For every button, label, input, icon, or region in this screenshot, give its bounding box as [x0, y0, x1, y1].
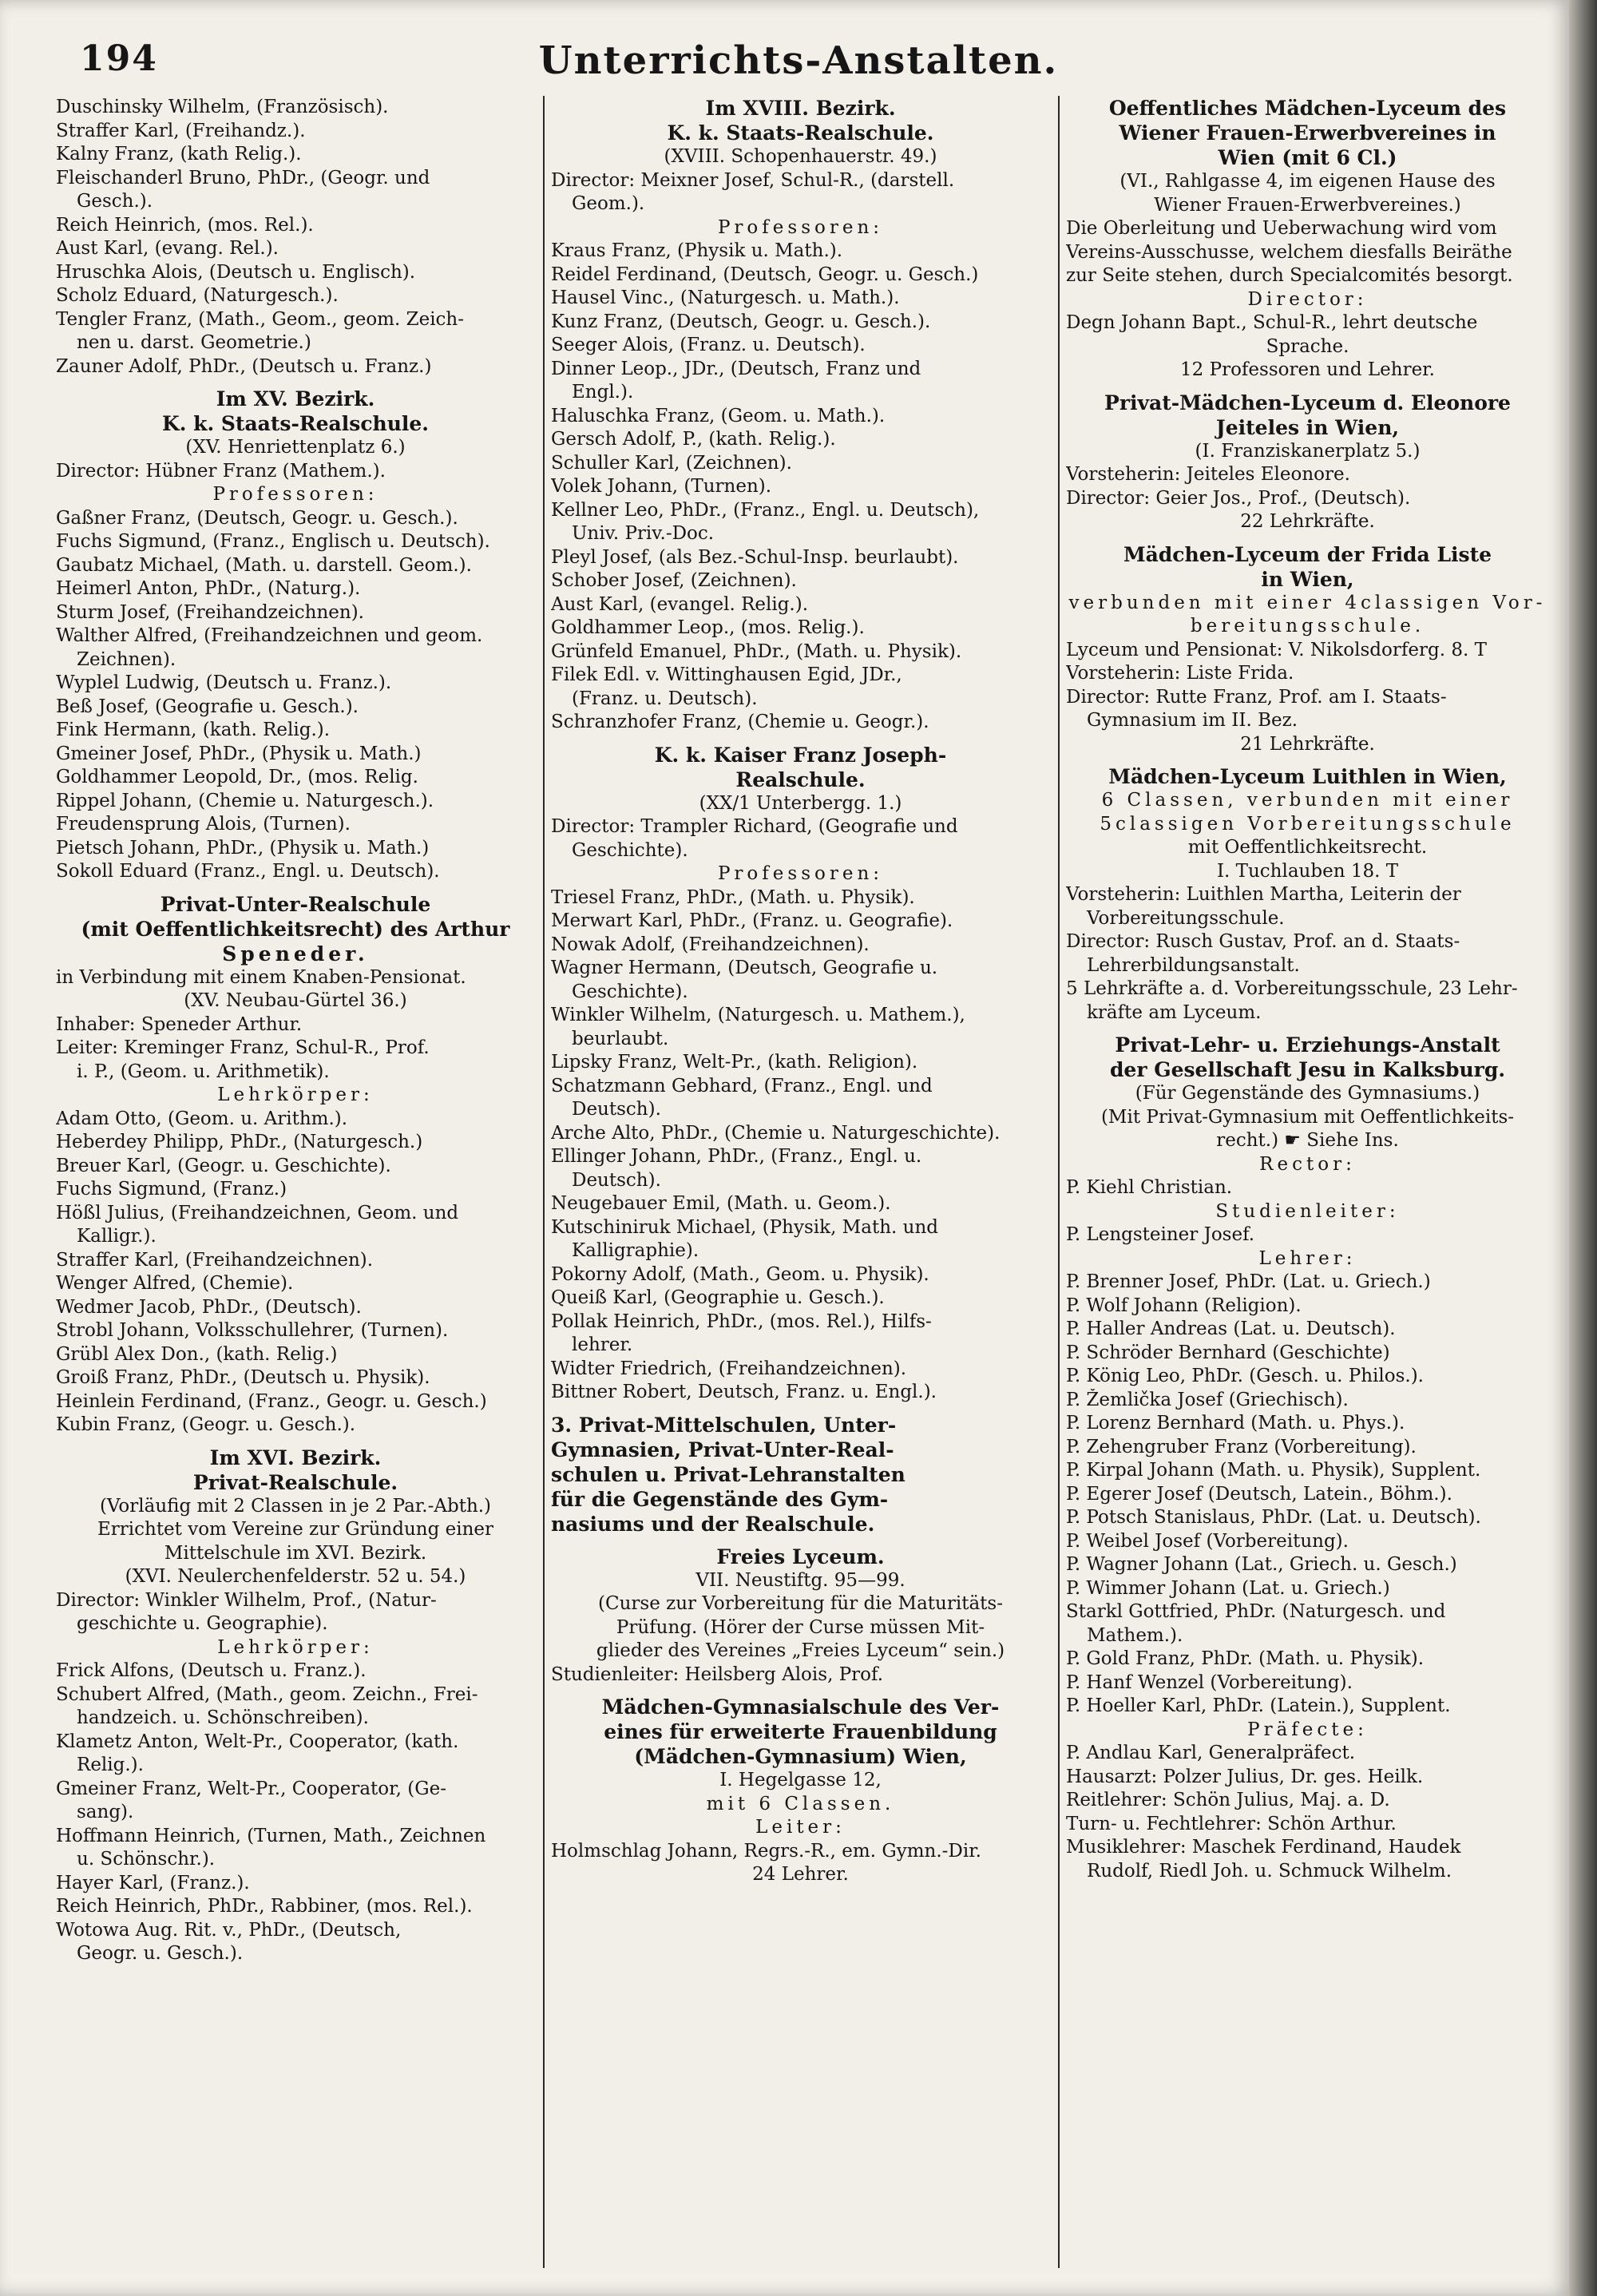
text-line: Reitlehrer: Schön Julius, Maj. a. D. [1066, 1790, 1390, 1810]
text-line: Starkl Gottfried, PhDr. (Naturgesch. und [1066, 1601, 1446, 1622]
text-line: Neugebauer Emil, (Math. u. Geom.). [551, 1193, 891, 1214]
text-line: Vorsteherin: Liste Frida. [1066, 663, 1294, 684]
section-heading: Freies Lyceum. [716, 1545, 885, 1568]
three-column-body [48, 96, 1549, 2268]
text-line: Geom.). [572, 193, 645, 214]
text-line: Gmeiner Franz, Welt-Pr., Cooperator, (Ge- [56, 1778, 446, 1799]
text-line: Pietsch Johann, PhDr., (Physik u. Math.) [56, 837, 430, 859]
text-line: Leiter: Kreminger Franz, Schul-R., Prof. [56, 1037, 430, 1058]
text-line: Professoren: [717, 216, 884, 238]
text-line: Fuchs Sigmund, (Franz., Englisch u. Deutsch). [56, 531, 490, 552]
text-line: (Vorläufig mit 2 Classen in je 2 Par.-Abth.) [99, 1495, 492, 1517]
text-line: Director: Rusch Gustav, Prof. an d. Staats- [1066, 931, 1460, 952]
text-line: 12 Professoren und Lehrer. [1180, 359, 1435, 380]
text-line: Fink Hermann, (kath. Relig.). [56, 720, 331, 740]
text-line: Zauner Adolf, PhDr., (Deutsch u. Franz.) [56, 355, 432, 377]
section-heading: Gymnasien, Privat-Unter-Real- [551, 1437, 894, 1461]
text-line: i. P., (Geom. u. Arithmetik). [77, 1061, 330, 1082]
section-heading: Privat-Lehr- u. Erziehungs-Anstalt [1115, 1033, 1500, 1057]
spacer [551, 735, 1050, 743]
text-line: Volek Johann, (Turnen). [551, 476, 772, 497]
text-line: Goldhammer Leop., (mos. Relig.). [551, 617, 865, 638]
text-line: Lehrkörper: [217, 1636, 374, 1658]
page-header [48, 30, 1549, 94]
section-heading: Mädchen-Lyceum Luithlen in Wien, [1108, 765, 1507, 788]
section-heading: K. k. Staats-Realschule. [667, 121, 934, 145]
text-line: Nowak Adolf, (Freihandzeichnen). [551, 934, 870, 955]
text-line: geschichte u. Geographie). [77, 1613, 328, 1634]
text-line: P. Andlau Karl, Generalpräfect. [1066, 1743, 1356, 1763]
text-line: Breuer Karl, (Geogr. u. Geschichte). [56, 1155, 391, 1176]
spacer [56, 884, 535, 892]
text-line: Bittner Robert, Deutsch, Franz. u. Engl.). [551, 1382, 937, 1402]
text-line: 24 Lehrer. [752, 1864, 849, 1885]
text-line: Reich Heinrich, (mos. Rel.). [56, 214, 314, 236]
text-line: P. Kiehl Christian. [1066, 1177, 1233, 1198]
text-line: Aust Karl, (evangel. Relig.). [551, 593, 809, 615]
text-line: Hößl Julius, (Freihandzeichnen, Geom. und [56, 1202, 459, 1223]
text-line: Director: Winkler Wilhelm, Prof., (Natur- [56, 1589, 437, 1611]
spacer [1066, 534, 1549, 542]
text-line: Tengler Franz, (Math., Geom., geom. Zeich- [56, 308, 465, 330]
text-line: Klametz Anton, Welt-Pr., Cooperator, (kath. [56, 1731, 459, 1752]
text-line: Director: Geier Jos., Prof., (Deutsch). [1066, 487, 1411, 509]
text-line: Heberdey Philipp, PhDr., (Naturgesch.) [56, 1132, 423, 1152]
text-line: recht.) ☛ Siehe Ins. [1216, 1130, 1399, 1151]
text-line: P. Haller Andreas (Lat. u. Deutsch). [1066, 1319, 1396, 1339]
text-line: Reich Heinrich, PhDr., Rabbiner, (mos. Rel.). [56, 1896, 473, 1917]
section-heading: K. k. Kaiser Franz Joseph- [654, 743, 947, 767]
text-line: P. Potsch Stanislaus, PhDr. (Lat. u. Deutsch). [1066, 1507, 1481, 1528]
text-line: sang). [77, 1802, 134, 1822]
text-line: Deutsch). [572, 1169, 661, 1191]
text-line: in Verbindung mit einem Knaben-Pensionat. [56, 966, 466, 988]
text-line: Schranzhofer Franz, (Chemie u. Geogr.). [551, 712, 929, 732]
text-line: Engl.). [572, 382, 634, 402]
text-line: Rudolf, Riedl Joh. u. Schmuck Wilhelm. [1087, 1860, 1452, 1882]
text-line: Vorbereitungsschule. [1087, 907, 1285, 929]
text-line: Ellinger Johann, PhDr., (Franz., Engl. u. [551, 1146, 922, 1167]
text-line: Beß Josef, (Geografie u. Gesch.). [56, 696, 359, 717]
text-line: Widter Friedrich, (Freihandzeichnen). [551, 1358, 907, 1379]
text-line: Professoren: [212, 484, 378, 505]
text-line: Inhaber: Speneder Arthur. [56, 1013, 303, 1035]
text-line: P. König Leo, PhDr. (Gesch. u. Philos.). [1066, 1366, 1424, 1386]
text-line: P. Schröder Bernhard (Geschichte) [1066, 1342, 1390, 1363]
text-line: Goldhammer Leopold, Dr., (mos. Relig. [56, 767, 418, 787]
spacer [551, 1687, 1050, 1695]
text-line: Gmeiner Josef, PhDr., (Physik u. Math.) [56, 743, 422, 764]
text-line: Schuller Karl, (Zeichnen). [551, 452, 792, 474]
text-line: Wedmer Jacob, PhDr., (Deutsch). [56, 1296, 362, 1318]
text-line: P. Zehengruber Franz (Vorbereitung). [1066, 1436, 1417, 1457]
text-line: Vorsteherin: Jeiteles Eleonore. [1066, 464, 1350, 485]
text-line: Kalny Franz, (kath Relig.). [56, 144, 302, 165]
section-heading: der Gesellschaft Jesu in Kalksburg. [1109, 1058, 1506, 1081]
text-line: Zeichnen). [77, 648, 176, 670]
section-heading: Speneder. [222, 942, 369, 966]
text-line: Degn Johann Bapt., Schul-R., lehrt deutsche [1066, 312, 1478, 333]
text-line: Hruschka Alois, (Deutsch u. Englisch). [56, 261, 416, 283]
column-divider [543, 96, 545, 2268]
section-heading: nasiums und der Realschule. [551, 1512, 875, 1536]
text-line: Heinlein Ferdinand, (Franz., Geogr. u. Gesch.) [56, 1390, 487, 1412]
text-line: Queiß Karl, (Geographie u. Gesch.). [551, 1287, 885, 1308]
text-line: Professoren: [717, 863, 884, 884]
text-line: kräfte am Lyceum. [1087, 1001, 1262, 1023]
text-line: (I. Franziskanerplatz 5.) [1195, 440, 1421, 462]
text-line: (XVI. Neulerchenfelderstr. 52 u. 54.) [125, 1566, 466, 1587]
spacer [1066, 383, 1549, 391]
spacer [1066, 756, 1549, 764]
text-line: Lehrer: [1258, 1247, 1357, 1269]
text-line: Arche Alto, PhDr., (Chemie u. Naturgeschichte). [551, 1122, 1001, 1144]
spacer [56, 379, 535, 387]
text-line: Kellner Leo, PhDr., (Franz., Engl. u. Deutsch), [551, 499, 980, 521]
text-line: Director: Trampler Richard, (Geografie und [551, 816, 958, 837]
spacer [551, 1537, 1050, 1545]
text-line: Adam Otto, (Geom. u. Arithm.). [56, 1108, 348, 1129]
text-line: Die Oberleitung und Ueberwachung wird vom [1066, 218, 1497, 239]
text-line: Gymnasium im II. Bez. [1087, 710, 1298, 731]
text-line: Präfecte: [1247, 1719, 1368, 1740]
text-line: Grübl Alex Don., (kath. Relig.) [56, 1343, 338, 1365]
text-line: u. Schönschr.). [77, 1849, 216, 1870]
text-line: Fleischanderl Bruno, PhDr., (Geogr. und [56, 167, 430, 188]
text-line: Fuchs Sigmund, (Franz.) [56, 1179, 287, 1200]
text-line: P. Weibel Josef (Vorbereitung). [1066, 1530, 1349, 1552]
text-line: Winkler Wilhelm, (Naturgesch. u. Mathem.), [551, 1005, 965, 1025]
text-line: (Curse zur Vorbereitung für die Maturitäts- [598, 1593, 1003, 1614]
section-heading: für die Gegenstände des Gym- [551, 1487, 889, 1511]
text-line: Director: [1247, 288, 1368, 310]
text-line: Holmschlag Johann, Regrs.-R., em. Gymn.-Dir. [551, 1840, 981, 1862]
section-heading: (Mädchen-Gymnasium) Wien, [634, 1745, 967, 1768]
section-heading: Wiener Frauen-Erwerbvereines in [1119, 121, 1496, 145]
page-edge-shadow [1569, 0, 1597, 2296]
text-line: P. Kirpal Johann (Math. u. Physik), Supplent. [1066, 1460, 1481, 1481]
text-line: Pollak Heinrich, PhDr., (mos. Rel.), Hilfs- [551, 1311, 932, 1332]
text-line: (XV. Henriettenplatz 6.) [185, 437, 406, 458]
page-number: 194 [80, 38, 158, 79]
text-line: Director: Meixner Josef, Schul-R., (darstell. [551, 169, 955, 191]
text-line: Scholz Eduard, (Naturgesch.). [56, 285, 339, 306]
text-line: Hausel Vinc., (Naturgesch. u. Math.). [551, 287, 900, 308]
text-line: glieder des Vereines „Freies Lyceum“ sein.) [596, 1640, 1005, 1661]
text-line: Gesch.). [77, 191, 153, 212]
spacer [551, 1405, 1050, 1413]
text-line: Heimerl Anton, PhDr., (Naturg.). [56, 578, 361, 599]
text-line: (XV. Neubau-Gürtel 36.) [184, 990, 407, 1011]
text-line: P. Brenner Josef, PhDr. (Lat. u. Griech.) [1066, 1271, 1431, 1292]
text-line: Musiklehrer: Maschek Ferdinand, Haudek [1066, 1837, 1461, 1858]
text-line: Walther Alfred, (Freihandzeichnen und geom. [56, 625, 483, 646]
text-line: (VI., Rahlgasse 4, im eigenen Hause des [1119, 171, 1496, 192]
text-line: P. Lengsteiner Josef. [1066, 1224, 1255, 1245]
text-line: 6 Classen, verbunden mit einer [1101, 790, 1514, 811]
text-line: Schubert Alfred, (Math., geom. Zeichn., Frei- [56, 1683, 478, 1705]
section-heading: Privat-Realschule. [192, 1470, 398, 1494]
section-heading: (mit Oeffentlichkeitsrecht) des Arthur [81, 917, 510, 941]
text-line: Kunz Franz, (Deutsch, Geogr. u. Gesch.). [551, 311, 931, 332]
section-heading: Privat-Unter-Realschule [160, 892, 431, 916]
text-line: Studienleiter: [1215, 1200, 1400, 1222]
section-heading: eines für erweiterte Frauenbildung [604, 1720, 997, 1743]
text-line: Wotowa Aug. Rit. v., PhDr., (Deutsch, [56, 1919, 402, 1941]
text-line: Errichtet vom Vereine zur Gründung einer [97, 1519, 493, 1540]
text-line: Wagner Hermann, (Deutsch, Geografie u. [551, 958, 938, 978]
text-line: bereitungsschule. [1190, 616, 1425, 636]
section-heading: Jeiteles in Wien, [1215, 415, 1400, 439]
text-line: Freudensprung Alois, (Turnen). [56, 814, 351, 835]
text-line: Sprache. [1266, 335, 1349, 357]
text-line: Schober Josef, (Zeichnen). [551, 570, 797, 591]
text-line: P. Žemlička Josef (Griechisch). [1066, 1389, 1349, 1410]
text-line: nen u. darst. Geometrie.) [77, 332, 311, 353]
section-heading: Privat-Mädchen-Lyceum d. Eleonore [1104, 391, 1511, 414]
text-line: Lipsky Franz, Welt-Pr., (kath. Religion). [551, 1052, 918, 1073]
section-heading: Mädchen-Lyceum der Frida Liste [1123, 542, 1492, 566]
column-right [1066, 96, 1549, 2268]
text-line: 5 Lehrkräfte a. d. Vorbereitungsschule, 23 Lehr- [1066, 978, 1518, 999]
text-line: (XVIII. Schopenhauerstr. 49.) [664, 146, 937, 167]
text-line: Wyplel Ludwig, (Deutsch u. Franz.). [56, 672, 392, 693]
text-line: Mathem.). [1087, 1624, 1183, 1646]
text-line: P. Hanf Wenzel (Vorbereitung). [1066, 1671, 1353, 1693]
section-heading: Im XVIII. Bezirk. [705, 97, 896, 120]
spacer [1066, 1025, 1549, 1033]
section-heading: K. k. Staats-Realschule. [162, 412, 429, 435]
section-heading: schulen u. Privat-Lehranstalten [551, 1462, 905, 1486]
text-line: Wiener Frauen-Erwerbvereines.) [1154, 194, 1461, 216]
text-line: P. Gold Franz, PhDr. (Math. u. Physik). [1066, 1648, 1425, 1669]
column-middle [551, 96, 1050, 2268]
section-heading: Im XV. Bezirk. [216, 387, 375, 410]
text-line: Hoffmann Heinrich, (Turnen, Math., Zeichnen [56, 1825, 486, 1846]
text-line: Haluschka Franz, (Geom. u. Math.). [551, 405, 886, 426]
column-divider [1058, 96, 1060, 2268]
text-line: Lehrkörper: [217, 1085, 374, 1105]
text-line: Geschichte). [572, 981, 688, 1002]
text-line: Merwart Karl, PhDr., (Franz. u. Geografie). [551, 910, 953, 931]
text-line: Reidel Ferdinand, (Deutsch, Geogr. u. Gesch.) [551, 264, 979, 285]
text-line: beurlaubt. [572, 1028, 669, 1049]
text-line: Sturm Josef, (Freihandzeichnen). [56, 601, 364, 623]
text-line: P. Hoeller Karl, PhDr. (Latein.), Supplent. [1066, 1695, 1451, 1716]
text-line: Strobl Johann, Volksschullehrer, (Turnen). [56, 1320, 449, 1341]
running-title: Unterrichts-Anstalten. [538, 38, 1059, 83]
text-line: Wenger Alfred, (Chemie). [56, 1273, 294, 1294]
text-line: zur Seite stehen, durch Specialcomités besorgt. [1066, 265, 1513, 286]
text-line: Deutsch). [572, 1099, 661, 1120]
text-line: I. Tuchlauben 18. T [1216, 860, 1399, 882]
text-line: Geogr. u. Gesch.). [77, 1943, 244, 1964]
text-line: Kubin Franz, (Geogr. u. Gesch.). [56, 1414, 356, 1435]
text-line: Straffer Karl, (Freihandz.). [56, 120, 306, 141]
text-line: 5classigen Vorbereitungsschule [1100, 813, 1516, 835]
column-left [56, 96, 535, 2268]
text-line: Seeger Alois, (Franz. u. Deutsch). [551, 335, 866, 355]
text-line: Schatzmann Gebhard, (Franz., Engl. und [551, 1075, 933, 1096]
text-line: Vorsteherin: Luithlen Martha, Leiterin der [1066, 884, 1461, 905]
text-line: handzeich. u. Schönschreiben). [77, 1707, 369, 1728]
text-line: Kalligraphie). [572, 1240, 699, 1261]
section-heading: in Wien, [1261, 567, 1354, 591]
text-line: Kalligr.). [77, 1226, 157, 1247]
text-line: P. Wagner Johann (Lat., Griech. u. Gesch.) [1066, 1554, 1457, 1575]
text-line: Gersch Adolf, P., (kath. Relig.). [551, 429, 836, 450]
text-line: Grünfeld Emanuel, PhDr., (Math. u. Physik). [551, 640, 962, 662]
section-heading: Realschule. [735, 767, 866, 791]
text-line: P. Wimmer Johann (Lat. u. Griech.) [1066, 1577, 1390, 1599]
text-line: Lyceum und Pensionat: V. Nikolsdorferg. 8. T [1066, 639, 1487, 660]
text-line: 22 Lehrkräfte. [1240, 511, 1375, 532]
section-heading: Mädchen-Gymnasialschule des Ver- [601, 1695, 1000, 1719]
text-line: (Mit Privat-Gymnasium mit Oeffentlichkeits- [1100, 1106, 1515, 1128]
text-line: Prüfung. (Hörer der Curse müssen Mit- [616, 1616, 985, 1638]
text-line: P. Egerer Josef (Deutsch, Latein., Böhm.). [1066, 1483, 1452, 1505]
text-line: (Franz. u. Deutsch). [572, 688, 758, 709]
text-line: Hausarzt: Polzer Julius, Dr. ges. Heilk. [1066, 1766, 1424, 1787]
text-line: Kutschiniruk Michael, (Physik, Math. und [551, 1216, 938, 1238]
text-line: Groiß Franz, PhDr., (Deutsch u. Physik). [56, 1367, 430, 1388]
text-line: Straffer Karl, (Freihandzeichnen). [56, 1249, 374, 1271]
text-line: Lehrerbildungsanstalt. [1087, 954, 1300, 976]
text-line: mit Oeffentlichkeitsrecht. [1187, 837, 1428, 858]
text-line: Mittelschule im XVI. Bezirk. [164, 1542, 427, 1564]
text-line: Vereins-Ausschusse, welchem diesfalls Beiräthe [1066, 241, 1512, 263]
text-line: 21 Lehrkräfte. [1240, 733, 1375, 755]
text-line: Turn- u. Fechtlehrer: Schön Arthur. [1066, 1813, 1397, 1834]
text-line: Pleyl Josef, (als Bez.-Schul-Insp. beurlaubt). [551, 546, 959, 568]
text-line: verbunden mit einer 4classigen Vor- [1068, 592, 1547, 613]
text-line: Pokorny Adolf, (Math., Geom. u. Physik). [551, 1263, 929, 1285]
section-heading: Wien (mit 6 Cl.) [1218, 146, 1397, 169]
section-heading: Oeffentliches Mädchen-Lyceum des [1108, 97, 1507, 120]
text-line: mit 6 Classen. [706, 1793, 895, 1814]
text-line: (XX/1 Unterbergg. 1.) [699, 792, 902, 814]
text-line: Triesel Franz, PhDr., (Math. u. Physik). [551, 886, 915, 908]
text-line: Director: Hübner Franz (Mathem.). [56, 460, 386, 482]
text-line: Frick Alfons, (Deutsch u. Franz.). [56, 1660, 367, 1681]
text-line: Filek Edl. v. Wittinghausen Egid, JDr., [551, 664, 902, 685]
text-line: Geschichte). [572, 839, 688, 861]
text-line: Leiter: [755, 1817, 846, 1838]
text-line: Sokoll Eduard (Franz., Engl. u. Deutsch). [56, 861, 440, 882]
text-line: Kraus Franz, (Physik u. Math.). [551, 240, 843, 261]
text-line: Relig.). [77, 1755, 144, 1775]
text-line: P. Wolf Johann (Religion). [1066, 1295, 1302, 1316]
text-line: P. Lorenz Bernhard (Math. u. Phys.). [1066, 1413, 1405, 1434]
text-line: Dinner Leop., JDr., (Deutsch, Franz und [551, 358, 921, 379]
text-line: I. Hegelgasse 12, [719, 1770, 882, 1790]
text-line: Duschinsky Wilhelm, (Französisch). [56, 97, 389, 117]
text-line: Rector: [1259, 1153, 1356, 1175]
text-line: Aust Karl, (evang. Rel.). [56, 238, 279, 259]
text-line: Studienleiter: Heilsberg Alois, Prof. [551, 1664, 884, 1685]
section-heading: 3. Privat-Mittelschulen, Unter- [551, 1413, 897, 1437]
text-line: (Für Gegenstände des Gymnasiums.) [1135, 1083, 1480, 1104]
text-line: Gaßner Franz, (Deutsch, Geogr. u. Gesch.). [56, 507, 458, 529]
section-heading: Im XVI. Bezirk. [209, 1445, 382, 1469]
text-line: Hayer Karl, (Franz.). [56, 1872, 250, 1894]
text-line: VII. Neustiftg. 95—99. [695, 1569, 905, 1591]
text-line: Director: Rutte Franz, Prof. am I. Staats- [1066, 686, 1447, 708]
text-line: Gaubatz Michael, (Math. u. darstell. Geom.). [56, 554, 472, 576]
text-line: Rippel Johann, (Chemie u. Naturgesch.). [56, 790, 434, 811]
text-line: Univ. Priv.-Doc. [572, 523, 715, 544]
text-line: lehrer. [572, 1334, 633, 1355]
spacer [56, 1437, 535, 1445]
